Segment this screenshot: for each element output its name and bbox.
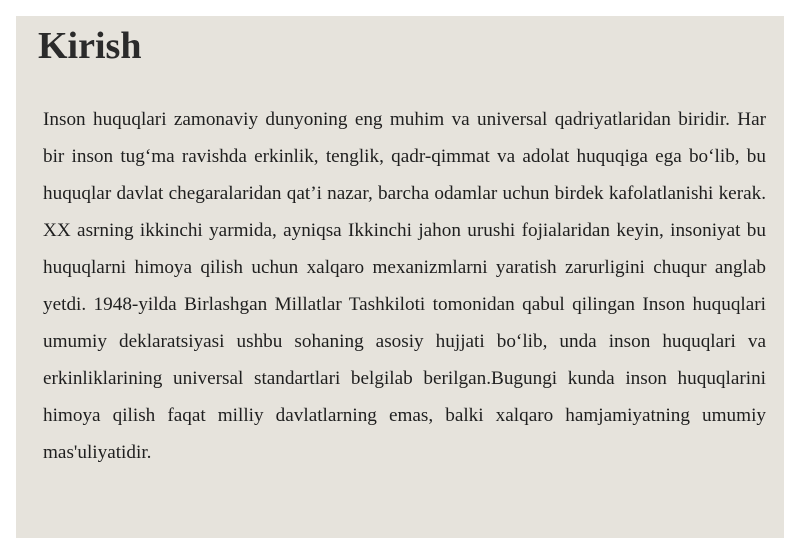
page-title: Kirish	[38, 25, 142, 67]
document-page	[16, 16, 784, 538]
body-paragraph: Inson huquqlari zamonaviy dunyoning eng muhim va universal qadriyatlaridan biridir. Har bir inson tug‘ma ravishda erkinlik, tenglik, qadr-qimmat va adolat huquqiga ega bo‘lib, bu huquqlar davlat chegaralaridan qat’i nazar, barcha odamlar uchun birdek kafolatlanishi kerak. XX asrning ikkinchi yarmida, ayniqsa Ikkinchi jahon urushi fojialaridan keyin, insoniyat bu huquqlarni himoya qilish uchun xalqaro mexanizmlarni yaratish zarurligini chuqur anglab yetdi. 1948-yilda Birlashgan Millatlar Tashkiloti tomonidan qabul qilingan Inson huquqlari umumiy deklaratsiyasi ushbu sohaning asosiy hujjati bo‘lib, unda inson huquqlari va erkinliklarining universal standartlari belgilab berilgan.Bugungi kunda inson huquqlarini himoya qilish faqat milliy davlatlarning emas, balki xalqaro hamjamiyatning umumiy mas'uliyatidir.	[43, 109, 766, 463]
